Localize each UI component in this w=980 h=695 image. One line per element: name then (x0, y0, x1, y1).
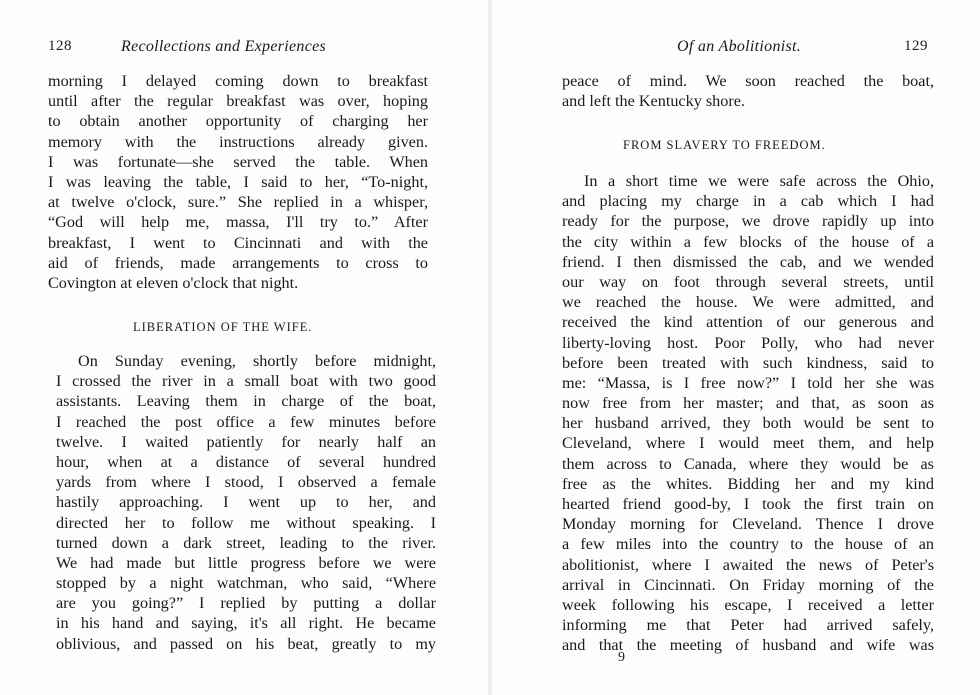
text-line: “God will help me, massa, I'll try to.” After (48, 213, 428, 232)
right-paragraph-2 (562, 171, 934, 656)
text-line: me: “Massa, is I free now?” I told her she was (562, 373, 934, 392)
text-line: at twelve o'clock, sure.” She replied in a whisper, (48, 193, 428, 212)
text-line: them across to Canada, where they would be as (562, 454, 934, 473)
right-running-title: Of an Abolitionist. (677, 38, 802, 55)
text-line: until after the regular breakfast was over, hoping (48, 92, 428, 111)
text-line: stopped by a night watchman, who said, “Where (56, 574, 436, 593)
text-line: received the kind attention of our generous and (562, 313, 934, 332)
right-page-number: 129 (904, 38, 928, 54)
left-paragraph-1 (48, 71, 428, 293)
text-line: I was leaving the table, I said to her, “To-night, (48, 172, 428, 191)
text-line: hearted friend good-by, I took the first train on (562, 495, 934, 513)
text-line: oblivious, and passed on his beat, greatly to my (56, 634, 436, 653)
right-paragraph-1 (562, 71, 934, 111)
text-line: we reached the house. We were admitted, and (562, 293, 934, 312)
text-line: a few miles into the country to the house of an (562, 535, 934, 554)
text-line: friend. I then dismissed the cab, and we wended (562, 252, 934, 271)
text-line: turned down a dark street, leading to the river. (56, 533, 436, 552)
text-line: peace of mind. We soon reached the boat, (562, 72, 934, 90)
text-line: breakfast, I went to Cincinnati and with the (48, 233, 428, 252)
text-line: memory with the instructions already given. (48, 132, 428, 151)
text-line: the city within a few blocks of the house of a (562, 232, 934, 251)
text-line: our way on foot through several streets, until (562, 272, 934, 291)
text-line: arrival in Cincinnati. On Friday morning of the (562, 575, 934, 594)
text-line: I crossed the river in a small boat with two good (56, 372, 436, 391)
text-line: to obtain another opportunity of charging her (48, 112, 428, 131)
left-running-title: Recollections and Experiences (121, 38, 327, 55)
text-line: In a short time we were safe across the Ohio, (584, 172, 934, 190)
text-line: abolitionist, where I awaited the news of Peter's (562, 555, 934, 574)
text-line: in his hand and saying, it's all right. He became (56, 614, 436, 633)
text-line: now free from her master; and that, as soon as (562, 394, 934, 413)
text-line: her husband arrived, they both would be sent to (562, 414, 934, 433)
text-line: morning I delayed coming down to breakfast (48, 72, 428, 90)
text-line: are you going?” I replied by putting a dollar (56, 594, 436, 613)
text-line: and that the meeting of husband and wife was (562, 636, 934, 655)
text-line: and left the Kentucky shore. (562, 92, 745, 111)
left-section-heading: LIBERATION OF THE WIFE. (133, 320, 313, 334)
left-page-number: 128 (48, 38, 72, 54)
text-line: Covington at eleven o'clock that night. (48, 273, 299, 292)
text-line: hastily approaching. I went up to her, and (56, 493, 436, 512)
text-line: free as the whites. Bidding her and my kind (562, 474, 934, 493)
text-line: and placing my charge in a cab which I had (562, 192, 934, 211)
right-section-heading: FROM SLAVERY TO FREEDOM. (623, 138, 826, 152)
text-line: aid of friends, made arrangements to cross to (48, 253, 428, 272)
left-paragraph-2 (56, 351, 436, 654)
text-line: On Sunday evening, shortly before midnight, (78, 352, 436, 370)
text-line: before been treated with such kindness, said to (562, 353, 934, 372)
text-line: ready for the purpose, we drove rapidly up into (562, 212, 934, 231)
right-page (490, 0, 980, 695)
text-line: We had made but little progress before we were (56, 553, 436, 572)
signature-mark: 9 (618, 650, 625, 665)
text-line: informing me that Peter had arrived safely, (562, 616, 934, 635)
text-line: assistants. Leaving them in charge of the boat, (56, 392, 436, 411)
text-line: hour, when at a distance of several hundred (56, 452, 436, 471)
text-line: yards from where I stood, I observed a female (56, 473, 436, 492)
text-line: liberty-loving host. Poor Polly, who had never (562, 333, 934, 352)
text-line: twelve. I waited patiently for nearly half an (56, 432, 436, 451)
text-line: I reached the post office a few minutes before (56, 412, 436, 431)
text-line: I was fortunate—she served the table. When (48, 152, 428, 171)
text-line: Monday morning for Cleveland. Thence I drove (562, 515, 934, 534)
text-line: directed her to follow me without speaking. I (56, 513, 436, 532)
text-line: week following his escape, I received a letter (562, 595, 934, 614)
text-line: Cleveland, where I would meet them, and help (562, 434, 934, 453)
